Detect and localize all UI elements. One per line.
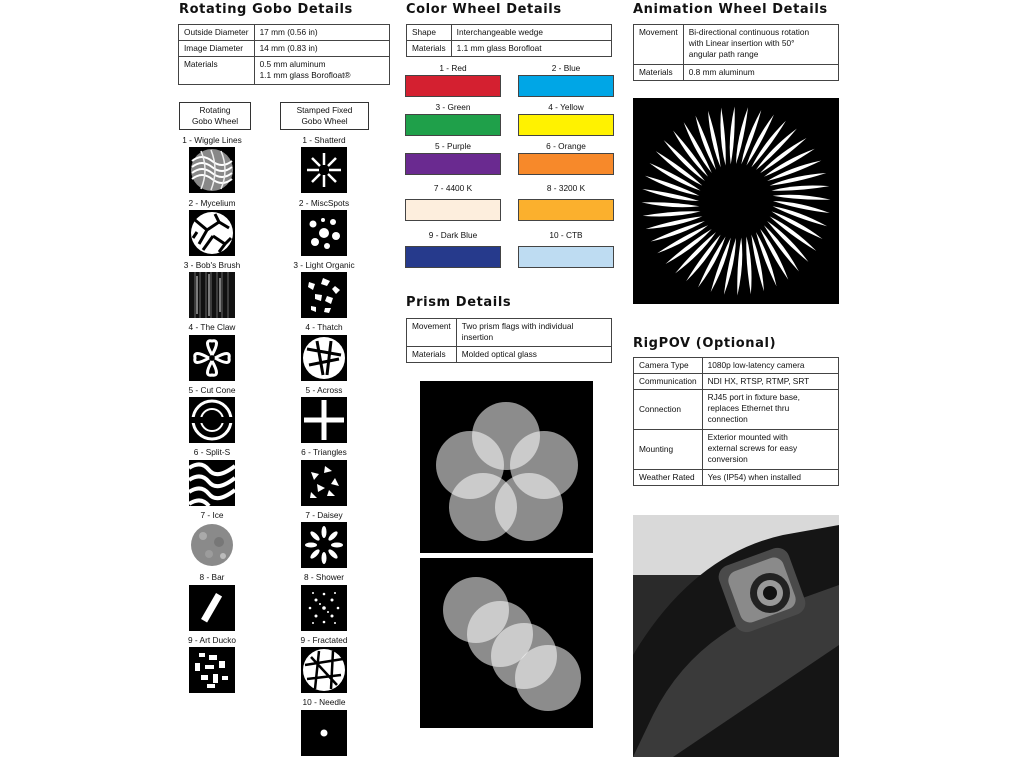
swatch-label: 4 - Yellow (548, 102, 584, 112)
the-claw-gobo-image (189, 335, 235, 381)
swatch-purple (405, 153, 501, 175)
gobo-label: 2 - MiscSpots (298, 198, 350, 208)
art-ducko-gobo-image (189, 647, 235, 693)
rotating-gobo-table (178, 24, 390, 85)
spec-value-line: connection (707, 414, 748, 424)
animation-wheel-petal (641, 201, 699, 209)
spec-value (254, 57, 389, 85)
animation-wheel-petal (769, 171, 826, 188)
mycelium-gobo-image (189, 210, 235, 256)
across-gobo-image (301, 397, 347, 443)
swatch-ctb (518, 246, 614, 268)
spec-value-line: angular path range (688, 49, 759, 59)
prism-circular-image (420, 381, 593, 553)
rigpov-camera-photo (633, 515, 839, 757)
animation-wheel-petal (771, 184, 829, 192)
gobo-label: 7 - Ice (200, 510, 224, 520)
spec-value-line: RJ45 port in fixture base, (707, 392, 800, 402)
animation-wheel-petal (645, 215, 702, 232)
daisey-gobo-image (301, 522, 347, 568)
table-row (634, 25, 839, 65)
spec-value: Molded optical glass (456, 347, 611, 363)
spec-key: Communication (634, 374, 703, 390)
gobo-label: 4 - Thatch (305, 322, 343, 332)
spec-key: Materials (407, 347, 457, 363)
spec-value: 1080p low-latency camera (702, 358, 838, 374)
gobo-label: 2 - Mycelium (188, 198, 236, 208)
spec-value-line: Two prism flags with individual (461, 321, 574, 331)
table-row (407, 319, 612, 347)
spec-key: Materials (179, 57, 255, 85)
light-organic-gobo-image (301, 272, 347, 318)
swatch-orange (518, 153, 614, 175)
animation-wheel-image (633, 98, 839, 304)
table-row (634, 470, 839, 486)
swatch-label: 10 - CTB (549, 230, 583, 240)
animation-wheel-petal (706, 110, 723, 167)
gobo-label: 8 - Bar (199, 572, 225, 582)
swatch-3200k (518, 199, 614, 221)
spec-key: Shape (407, 25, 452, 41)
spec-value-line: replaces Ethernet thru (707, 403, 790, 413)
spec-key: Connection (634, 390, 703, 430)
table-row (407, 347, 612, 363)
stamped-fixed-gobo-wheel-header (280, 102, 369, 130)
gobo-label: 5 - Cut Cone (188, 385, 236, 395)
table-row (407, 25, 612, 41)
gobo-label: 8 - Shower (303, 572, 345, 582)
swatch-label: 7 - 4400 K (433, 183, 473, 193)
gobo-label: 1 - Shatterd (302, 135, 346, 145)
animation-wheel-petal (719, 108, 727, 166)
spec-value: 17 mm (0.56 in) (254, 25, 389, 41)
animation-wheel-petal (745, 236, 753, 294)
prism-linear-image (420, 558, 593, 728)
animation-wheel-petal (643, 210, 701, 218)
spec-value-line: Bi-directional continuous rotation (688, 27, 810, 37)
swatch-green (405, 114, 501, 136)
spec-value: 14 mm (0.83 in) (254, 41, 389, 57)
triangles-gobo-image (301, 460, 347, 506)
spec-value-line: 0.5 mm aluminum (259, 59, 326, 69)
ice-gobo-image (189, 522, 235, 568)
spec-key: Movement (407, 319, 457, 347)
gobo-label: 6 - Split-S (193, 447, 231, 457)
swatch-blue (518, 75, 614, 97)
swatch-label: 6 - Orange (546, 141, 586, 151)
animation-wheel-petal (736, 238, 744, 296)
table-row (634, 390, 839, 430)
animation-wheel-petal (642, 187, 700, 203)
header-line: Gobo Wheel (301, 116, 348, 126)
spec-value: 1.1 mm glass Borofloat (451, 41, 611, 57)
gobo-label: 9 - Fractated (300, 635, 348, 645)
swatch-red (405, 75, 501, 97)
swatch-label: 8 - 3200 K (546, 183, 586, 193)
spec-value: Yes (IP54) when installed (702, 470, 838, 486)
spec-key: Image Diameter (179, 41, 255, 57)
spec-value: Interchangeable wedge (451, 25, 611, 41)
thatch-gobo-image (301, 335, 347, 381)
spec-value-line: Exterior mounted with (707, 432, 788, 442)
gobo-label: 10 - Needle (302, 697, 346, 707)
table-row (634, 374, 839, 390)
spec-key: Weather Rated (634, 470, 703, 486)
rigpov-table (633, 357, 839, 486)
cut-cone-gobo-image (189, 397, 235, 443)
animation-wheel-petal (773, 193, 831, 201)
gobo-label: 7 - Daisey (305, 510, 343, 520)
animation-wheel-heading: Animation Wheel Details (633, 2, 828, 17)
animation-wheel-petal (728, 106, 736, 164)
prism-table (406, 318, 612, 363)
color-wheel-table (406, 24, 612, 57)
spec-key: Outside Diameter (179, 25, 255, 41)
split-s-gobo-image (189, 460, 235, 506)
rotating-gobo-heading: Rotating Gobo Details (179, 2, 353, 17)
animation-wheel-petal (734, 107, 750, 165)
rigpov-heading: RigPOV (Optional) (633, 336, 777, 351)
gobo-label: 3 - Bob's Brush (183, 260, 241, 270)
color-wheel-heading: Color Wheel Details (406, 2, 562, 17)
spec-value-line: 1.1 mm glass Borofloat® (259, 70, 351, 80)
swatch-dark-blue (405, 246, 501, 268)
table-row (634, 358, 839, 374)
gobo-label: 6 - Triangles (301, 447, 347, 457)
table-row (634, 65, 839, 81)
swatch-label: 1 - Red (439, 63, 467, 73)
gobo-label: 4 - The Claw (188, 322, 236, 332)
spec-value-line: external screws for easy (707, 443, 798, 453)
table-row (634, 430, 839, 470)
gobo-label: 1 - Wiggle Lines (182, 135, 242, 145)
swatch-yellow (518, 114, 614, 136)
swatch-label: 3 - Green (435, 102, 471, 112)
swatch-label: 5 - Purple (435, 141, 471, 151)
swatch-4400k (405, 199, 501, 221)
shower-gobo-image (301, 585, 347, 631)
spec-value (456, 319, 611, 347)
table-row (407, 41, 612, 57)
spec-value-line: conversion (707, 454, 748, 464)
bobs-brush-gobo-image (189, 272, 235, 318)
gobo-label: 3 - Light Organic (293, 260, 355, 270)
spec-value-line: insertion (461, 332, 494, 342)
table-row (179, 57, 390, 85)
prism-heading: Prism Details (406, 295, 512, 310)
animation-wheel-table (633, 24, 839, 81)
animation-wheel-petal (722, 238, 738, 296)
spec-value (702, 430, 838, 470)
spec-value (702, 390, 838, 430)
spec-value: 0.8 mm aluminum (683, 65, 838, 81)
shatterd-gobo-image (301, 147, 347, 193)
table-row (179, 25, 390, 41)
header-line: Stamped Fixed (296, 105, 353, 115)
table-row (179, 41, 390, 57)
needle-gobo-image (301, 710, 347, 756)
gobo-label: 5 - Across (305, 385, 343, 395)
gobo-label: 9 - Art Ducko (188, 635, 236, 645)
animation-wheel-petal (773, 199, 831, 215)
spec-value (683, 25, 838, 65)
spec-value-line: with Linear insertion with 50° (688, 38, 795, 48)
fractated-gobo-image (301, 647, 347, 693)
wiggle-lines-gobo-image (189, 147, 235, 193)
spec-key: Camera Type (634, 358, 703, 374)
miscspots-gobo-image (301, 210, 347, 256)
swatch-label: 9 - Dark Blue (428, 230, 478, 240)
spec-key: Materials (407, 41, 452, 57)
header-line: Rotating (199, 105, 231, 115)
spec-key: Mounting (634, 430, 703, 470)
bar-gobo-image (189, 585, 235, 631)
spec-value: NDI HX, RTSP, RTMP, SRT (702, 374, 838, 390)
header-line: Gobo Wheel (191, 116, 239, 126)
animation-wheel-petal (750, 234, 767, 291)
spec-key: Movement (634, 25, 684, 65)
rotating-gobo-wheel-header (179, 102, 251, 130)
swatch-label: 2 - Blue (551, 63, 581, 73)
spec-key: Materials (634, 65, 684, 81)
